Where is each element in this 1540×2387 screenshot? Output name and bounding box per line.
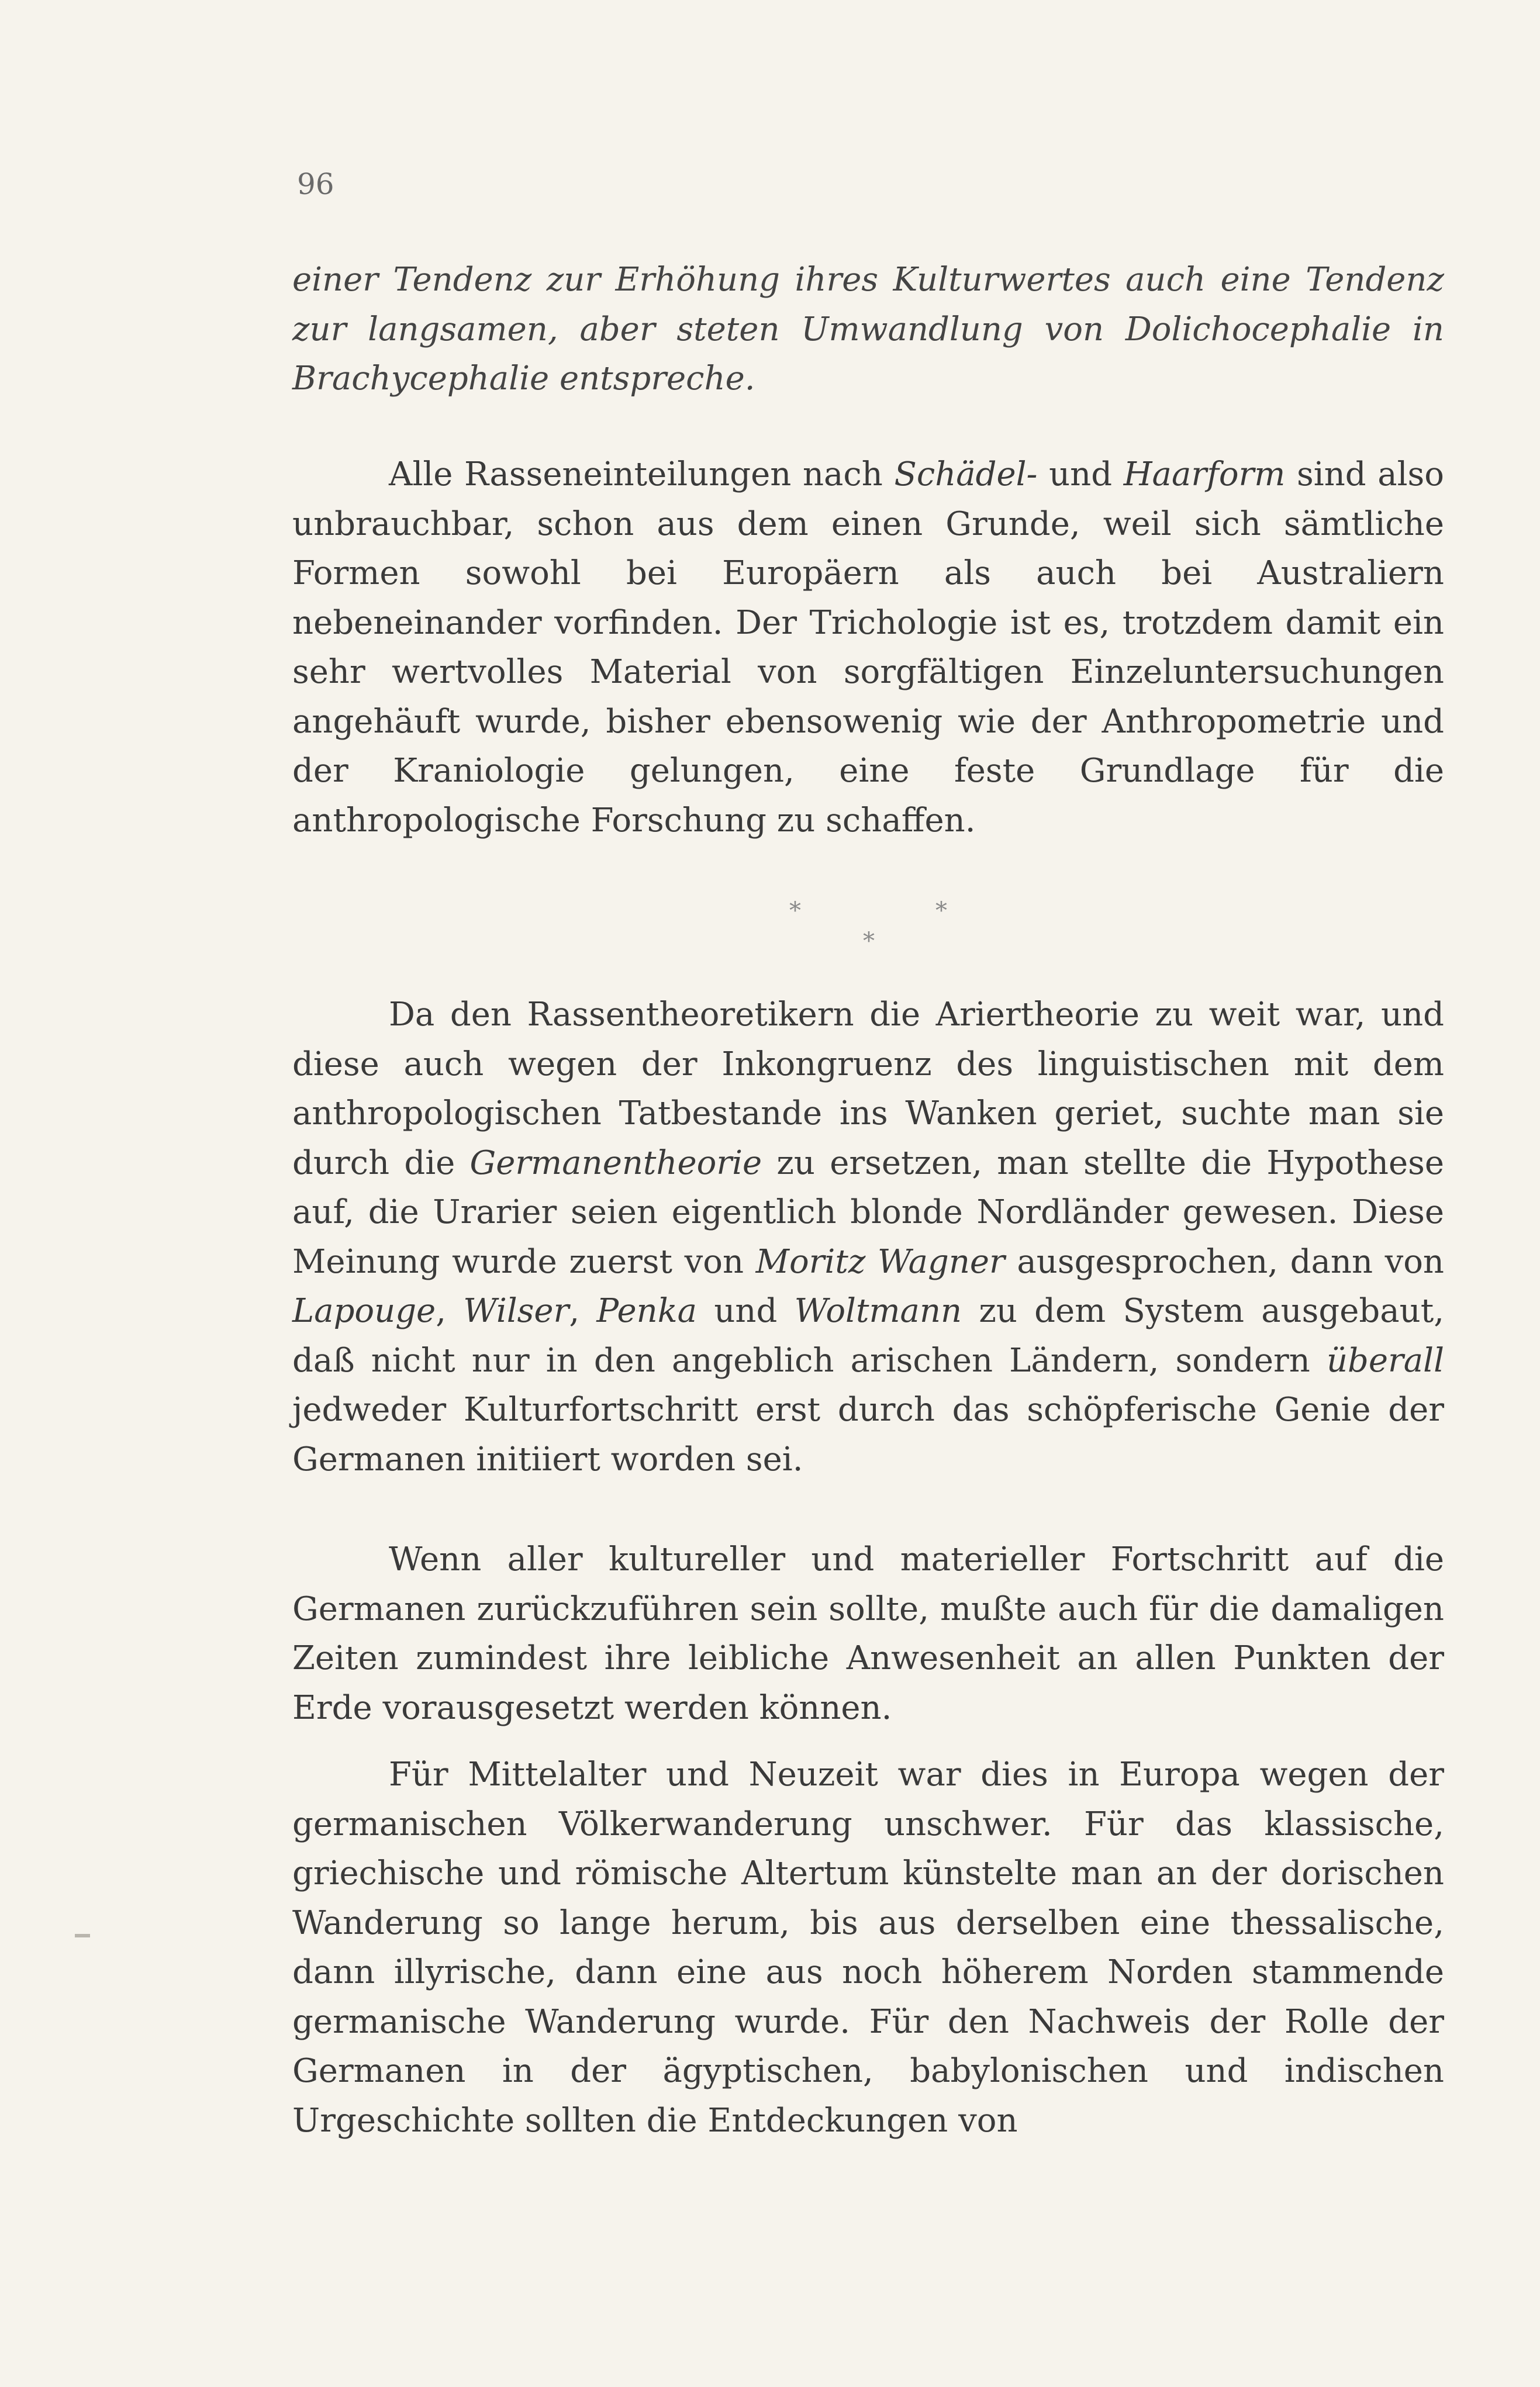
paragraph-3-block — [292, 990, 1444, 1484]
asterism-star: * — [935, 897, 947, 924]
paragraph-2 — [292, 450, 1444, 845]
paragraph-3-name-wilser: Wilser — [463, 1292, 569, 1330]
paragraph-2-part-3: sind also unbrauchbar, schon aus dem einen Grunde, weil sich sämtliche Formen sowohl bei Europäern als auch bei Australiern nebeneinander vorfinden. Der Trichologie ist es, trotzdem damit ein sehr wertvolles Material von sorgfältigen Einzeluntersuchungen angehäuft wurde, bisher ebensowenig wie der Anthropometrie und der Kraniologie gelungen, eine feste Grundlage für die anthropologische Forschung zu schaffen. — [292, 455, 1444, 840]
paragraph-2-term-haarform: Haarform — [1123, 455, 1286, 493]
paragraph-3-name-penka: Penka — [596, 1292, 698, 1330]
paragraph-2-block — [292, 450, 1444, 845]
paragraph-3-part-7: zu dem System ausgebaut, daß nicht nur in den angeblich arischen Ländern, sondern — [292, 1292, 1444, 1380]
paragraph-3-name-lapouge: Lapouge — [292, 1292, 436, 1330]
paragraph-3-part-2: zu ersetzen, man stellte die Hypothese auf, die Urarier seien eigentlich blonde Nordländer gewesen. Diese Meinung wurde zuerst von — [292, 1144, 1444, 1281]
asterism-star: * — [789, 897, 801, 924]
paragraph-3-name-moritz-wagner: Moritz Wagner — [755, 1242, 1005, 1281]
paragraph-3-term-germanentheorie: Germanentheorie — [469, 1144, 762, 1182]
paragraph-2-term-schaedel: Schädel- — [894, 455, 1038, 493]
paragraph-3 — [292, 990, 1444, 1484]
paragraph-5-block — [292, 1750, 1444, 2146]
asterism-star: * — [863, 928, 875, 955]
paragraph-4: Wenn aller kultureller und materieller Fortschritt auf die Germanen zurückzuführen sein sollte, mußte auch für die damaligen Zeiten zumindest ihre leibliche Anwesenheit an allen Punkten der Erde vorausgesetzt werden können. — [292, 1540, 1444, 1727]
paragraph-3-part-4: , — [436, 1292, 464, 1330]
paragraph-3-part-1: Da den Rassentheoretikern die Ariertheorie zu weit war, und diese auch wegen der Inkongruenz des linguistischen mit dem anthropologischen Tatbestande ins Wanken geriet, suchte man sie durch die — [292, 996, 1444, 1182]
paragraph-3-part-3: ausgesprochen, dann von — [1004, 1242, 1444, 1281]
paragraph-5: Für Mittelalter und Neuzeit war dies in Europa wegen der germanischen Völkerwanderung unschwer. Für das klassische, griechische und römische Altertum künstelte man an der dorischen Wanderung so lange herum, bis aus derselben eine thessalische, dann illyrische, dann eine aus noch höherem Norden stammende germanische Wanderung wurde. Für den Nachweis der Rolle der Germanen in der ägyptischen, babylonischen und indischen Urgeschichte sollten die Entdeckungen von — [292, 1756, 1444, 2140]
paragraph-3-term-ueberall: überall — [1326, 1341, 1444, 1380]
paragraph-3-part-5: , — [569, 1292, 597, 1330]
page-number: 96 — [297, 167, 334, 201]
paragraph-3-part-8: jedweder Kulturfortschritt erst durch das schöpferische Genie der Germanen initiiert worden sei. — [292, 1391, 1444, 1479]
paragraph-2-part-1: Alle Rasseneinteilungen nach — [389, 455, 895, 493]
margin-smudge — [75, 1934, 90, 1937]
paragraph-3-part-6: und — [697, 1292, 795, 1330]
intro-text-block — [292, 255, 1444, 404]
paragraph-4-block — [292, 1535, 1444, 1733]
intro-paragraph: einer Tendenz zur Erhöhung ihres Kulturwertes auch eine Tendenz zur langsamen, aber steten Umwandlung von Dolichocephalie in Brachycephalie entspreche. — [292, 261, 1444, 398]
paragraph-3-name-woltmann: Woltmann — [794, 1292, 962, 1330]
paragraph-2-part-2: und — [1037, 455, 1124, 493]
section-separator-asterism — [754, 897, 965, 956]
